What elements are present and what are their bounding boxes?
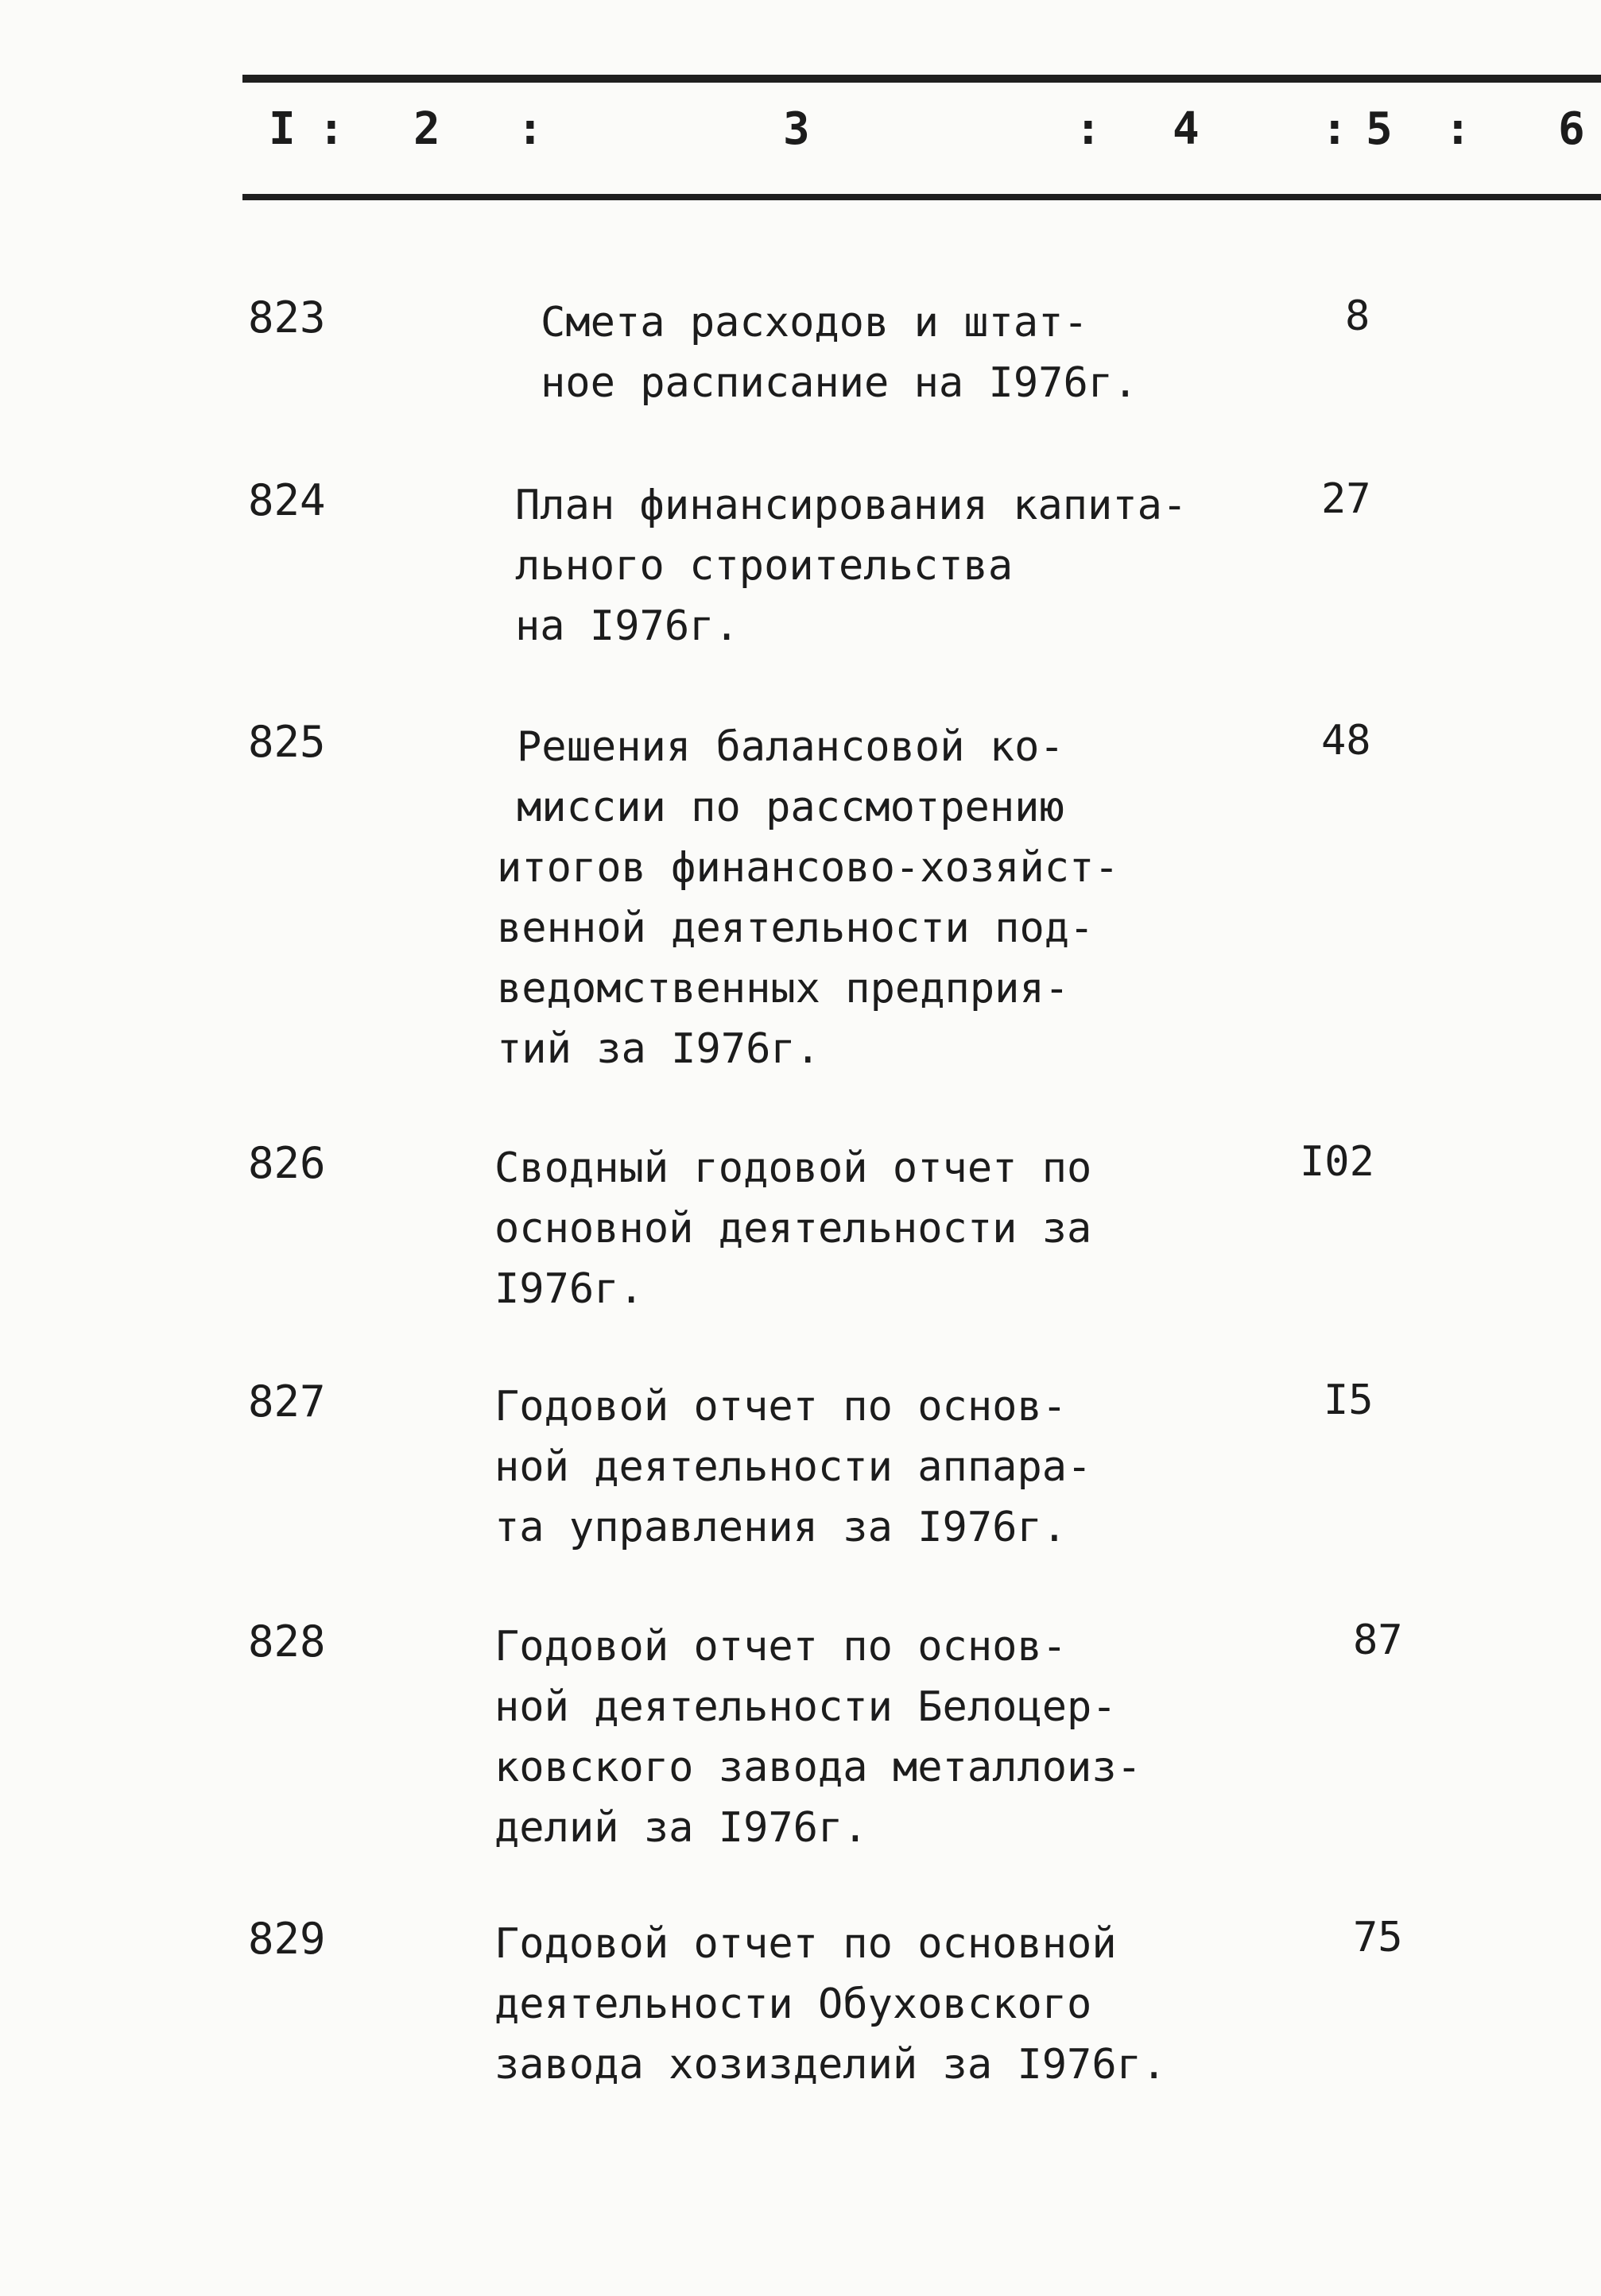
entry-title-line: Сводный годовой отчет по <box>494 1144 1092 1192</box>
entry-title-line: льного строительства <box>515 542 1014 590</box>
column-separator: : <box>1075 103 1102 155</box>
entry-sheet-count: 27 <box>1321 475 1371 523</box>
entry-title-line: тий за I976г. <box>497 1025 820 1073</box>
entry-number: 829 <box>248 1914 326 1964</box>
entry-number: 823 <box>248 292 326 343</box>
entry-sheet-count: 87 <box>1353 1616 1403 1664</box>
entry-title-line: Годовой отчет по основной <box>494 1920 1117 1968</box>
entry-title-line: завода хозизделий за I976г. <box>494 2041 1167 2089</box>
entry-title-line: итогов финансово-хозяйст- <box>497 844 1119 892</box>
entry-title-line: I976г. <box>494 1265 644 1313</box>
entry-title-line: Годовой отчет по основ- <box>494 1383 1068 1431</box>
entry-title-line: План финансирования капита- <box>515 482 1188 529</box>
entry-title-line: на I976г. <box>515 602 739 650</box>
column-header-1: I <box>269 103 296 155</box>
column-header-4: 4 <box>1173 103 1200 155</box>
entry-title-line: ной деятельности Белоцер- <box>494 1683 1117 1731</box>
column-separator: : <box>517 103 544 155</box>
column-separator: : <box>1321 103 1348 155</box>
entry-sheet-count: I5 <box>1324 1376 1374 1424</box>
entry-sheet-count: 48 <box>1321 717 1371 765</box>
entry-title-line: ное расписание на I976г. <box>541 359 1138 407</box>
column-separator: : <box>1444 103 1471 155</box>
entry-sheet-count: 75 <box>1353 1914 1403 1961</box>
entry-title-line: основной деятельности за <box>494 1205 1092 1253</box>
entry-number: 824 <box>248 475 326 525</box>
entry-title-line: ковского завода металлоиз- <box>494 1744 1142 1791</box>
column-header-row <box>0 103 1601 167</box>
entry-number: 826 <box>248 1138 326 1188</box>
entry-title-line: миссии по рассмотрению <box>517 784 1064 831</box>
entry-title-line: Решения балансовой ко- <box>517 723 1064 771</box>
entry-title-line: деятельности Обуховского <box>494 1980 1092 2028</box>
entry-sheet-count: I02 <box>1300 1138 1374 1186</box>
column-header-3: 3 <box>783 103 810 155</box>
entry-number: 827 <box>248 1376 326 1427</box>
entry-title-line: Смета расходов и штат- <box>541 299 1088 347</box>
entry-title-line: ной деятельности аппара- <box>494 1443 1092 1491</box>
entry-title-line: Годовой отчет по основ- <box>494 1623 1068 1671</box>
entry-title-line: та управления за I976г. <box>494 1504 1068 1551</box>
column-header-5: 5 <box>1366 103 1393 155</box>
column-header-2: 2 <box>413 103 440 155</box>
entry-number: 828 <box>248 1616 326 1667</box>
column-header-6: 6 <box>1558 103 1585 155</box>
entry-sheet-count: 8 <box>1345 292 1370 340</box>
entry-number: 825 <box>248 717 326 767</box>
entry-title-line: венной деятельности под- <box>497 904 1095 952</box>
header-top-rule <box>242 75 1601 83</box>
entry-title-line: ведомственных предприя- <box>497 965 1070 1012</box>
entry-title-line: делий за I976г. <box>494 1804 868 1852</box>
header-bottom-rule <box>242 194 1601 200</box>
column-separator: : <box>318 103 345 155</box>
